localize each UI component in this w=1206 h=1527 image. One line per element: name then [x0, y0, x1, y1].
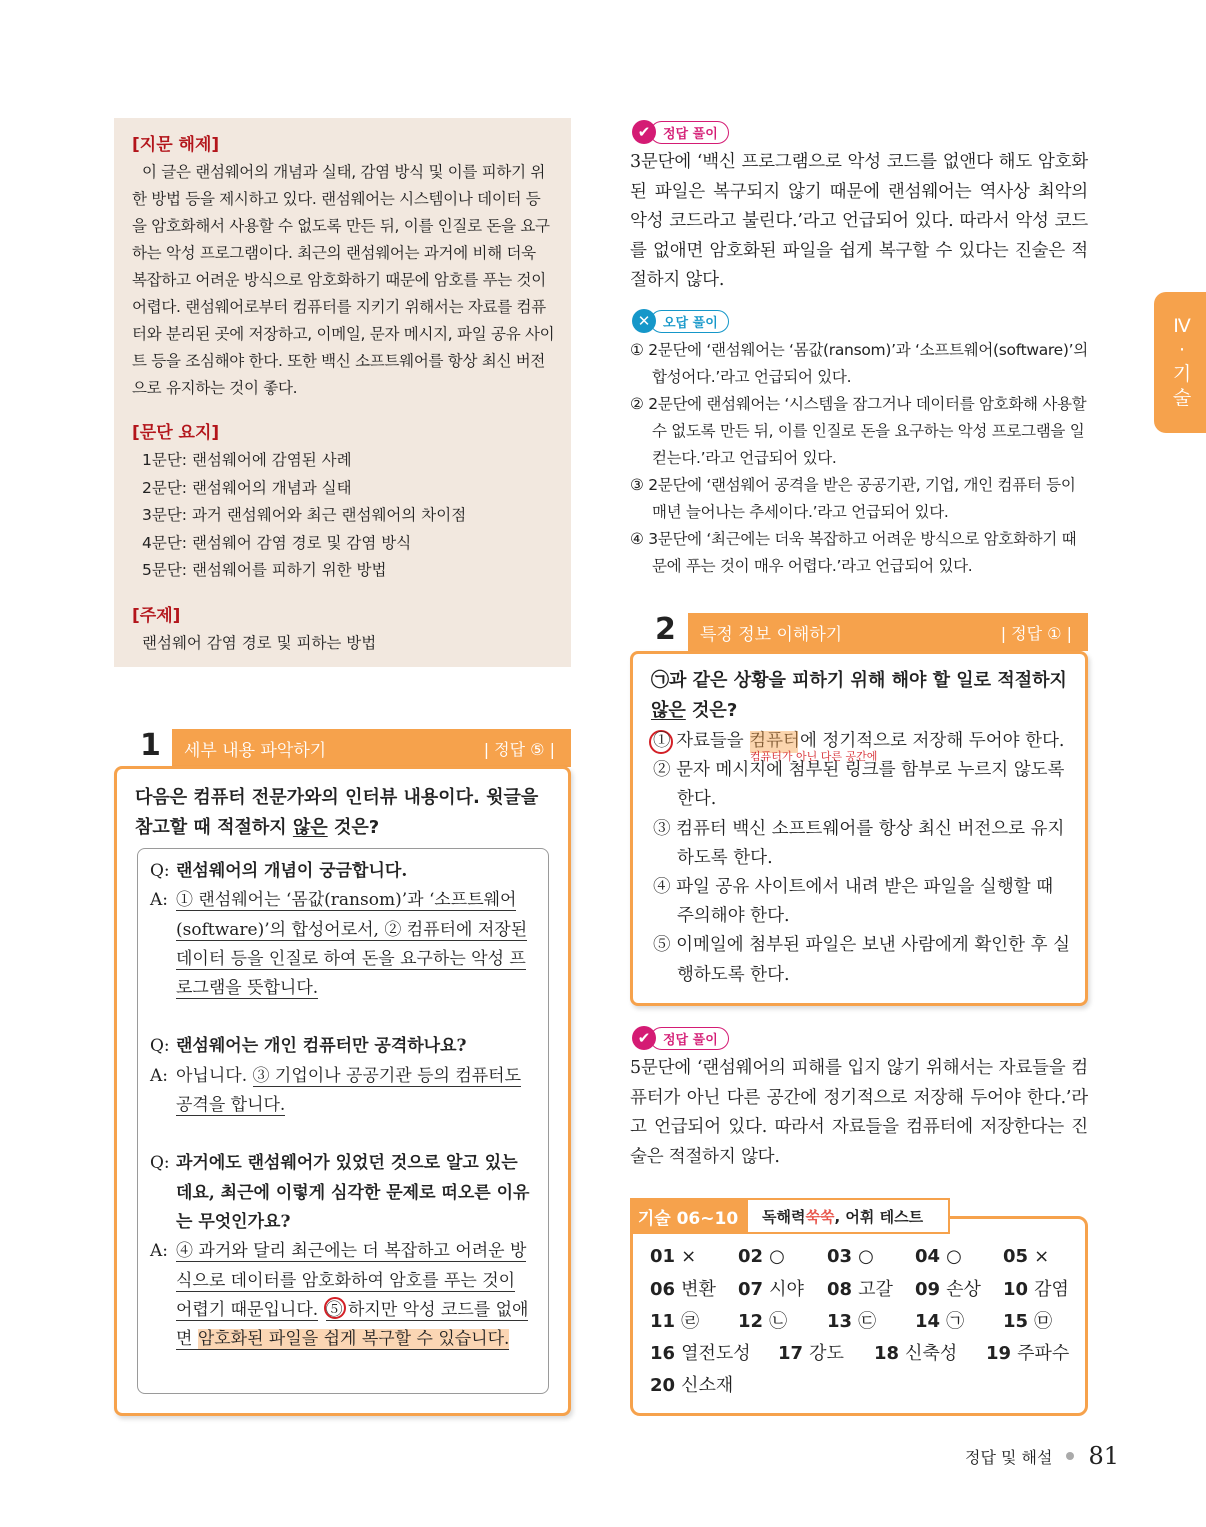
vocab-row — [650, 1368, 1080, 1400]
question-2-title: 특정 정보 이해하기 — [700, 624, 843, 645]
passage-summary-box — [114, 118, 571, 667]
interview-question — [150, 857, 534, 886]
page-footer — [965, 1442, 1119, 1470]
vocab-cell: 16 열전도성 — [650, 1343, 751, 1364]
wrong-explanation-list — [630, 337, 1090, 580]
question-1-header — [172, 729, 571, 767]
choice-item: ① 자료들을 컴퓨터에 정기적으로 저장해 두어야 한다. — [653, 731, 1065, 751]
chapter-char: 기 — [1172, 363, 1192, 385]
points-heading: [문단 요지] — [132, 423, 220, 443]
vocab-cell: 18 신축성 — [874, 1343, 958, 1364]
correct-explanation-2: 5문단에 ‘랜섬웨어의 피해를 입지 않기 위해서는 자료들을 컴퓨터가 아닌 다른 공간에 정기적으로 저장해 두어야 한다.’라고 언급되어 있다. 따라서 자료들을 컴퓨터에 저장한다는 진술은 적절하지 않다. — [630, 1058, 1088, 1167]
vocab-cell: 20 신소재 — [650, 1375, 734, 1396]
question-2-header — [688, 613, 1088, 651]
choice-item: ② 문자 메시지에 첨부된 링크를 함부로 누르지 않도록 한다. — [653, 760, 1065, 810]
theme-text: 랜섬웨어 감염 경로 및 피하는 방법 — [142, 633, 377, 652]
vocab-cell: 13 ㉢ — [827, 1311, 877, 1332]
badge-label: 정답 풀이 — [650, 1027, 729, 1050]
vocab-answers — [650, 1240, 1080, 1400]
theme-heading: [주제] — [132, 605, 181, 626]
question-text: 랜섬웨어는 개인 컴퓨터만 공격하나요? — [176, 1036, 467, 1057]
stem-text: 다음은 컴퓨터 전문가와의 인터뷰 내용이다. 윗글을 참고할 때 적절하지 — [135, 787, 539, 838]
stem-text: ㉠과 같은 상황을 피하기 위해 해야 할 일로 적절하지 — [651, 670, 1067, 691]
choice-item: ⑤ 이메일에 첨부된 파일은 보낸 사람에게 확인한 후 실행하도록 한다. — [653, 935, 1071, 985]
correct-explanation-badge — [632, 1026, 729, 1050]
chapter-roman: Ⅳ — [1173, 315, 1191, 337]
stem-text: 것은? — [685, 700, 738, 721]
vocab-row — [650, 1272, 1080, 1304]
stem-text: 것은? — [327, 817, 380, 838]
wrong-explanation-badge — [632, 309, 729, 333]
vocab-cell: 11 ㉣ — [650, 1311, 700, 1332]
answer-text: 아닙니다. — [176, 1065, 253, 1086]
check-icon: ✔ — [632, 1026, 656, 1050]
stem-underlined: 않은 — [651, 700, 686, 721]
vocab-cell: 06 변환 — [650, 1279, 716, 1300]
wrong-item: ③ 2문단에 ‘랜섬웨어 공격을 받은 공공기관, 기업, 개인 컴퓨터 등이 매년 늘어나는 추세이다.’라고 언급되어 있다. — [630, 476, 1076, 521]
question-2-answer: | 정답 ① | — [1000, 623, 1072, 643]
answer-text: ④ 과거와 달리 최근에는 더 복잡하고 어려운 방식으로 데이터를 암호화하여 암호를 푸는 것이 어렵기 때문입니다. — [176, 1241, 527, 1320]
point-item: 3문단: 과거 랜섬웨어와 최근 랜섬웨어의 차이점 — [142, 506, 467, 524]
wrong-item: ④ 3문단에 ‘최근에는 더욱 복잡하고 어려운 방식으로 암호화하기 때문에 푸는 것이 매우 어렵다.’라고 언급되어 있다. — [630, 530, 1077, 575]
wrong-item: ② 2문단에 랜섬웨어는 ‘시스템을 잠그거나 데이터를 암호화해 사용할 수 없도록 만든 뒤, 이를 인질로 돈을 요구하는 악성 프로그램을 일컫는다.’라고 언급되어 있다. — [630, 395, 1087, 467]
wrong-item: ① 2문단에 ‘랜섬웨어는 ‘몸값(ransom)’과 ‘소프트웨어(software)’의 합성어다.’라고 언급되어 있다. — [630, 341, 1088, 386]
page-number: 81 — [1088, 1442, 1119, 1470]
choice-item: ③ 컴퓨터 백신 소프트웨어를 항상 최신 버전으로 유지하도록 한다. — [653, 818, 1065, 868]
choice-item: ④ 파일 공유 사이트에서 내려 받은 파일을 실행할 때 주의해야 한다. — [653, 877, 1054, 927]
vocab-cell: 07 시야 — [738, 1279, 804, 1300]
a-label: A: — [150, 890, 169, 911]
vocab-tab-left: 기술 06~10 — [630, 1198, 746, 1234]
answer-text: ⑤ 하지만 악성 코드를 없애면 — [176, 1299, 529, 1350]
vocab-cell: 04 ○ — [915, 1245, 962, 1267]
chapter-dot: · — [1178, 339, 1186, 361]
footer-label: 정답 및 해설 — [965, 1447, 1053, 1467]
point-item: 2문단: 랜섬웨어의 개념과 실태 — [142, 478, 352, 497]
badge-label: 오답 풀이 — [650, 310, 729, 333]
interview-answer — [150, 1062, 534, 1121]
question-2-choices — [653, 727, 1071, 990]
passage-text: 이 글은 랜섬웨어의 개념과 실태, 감염 방식 및 이를 피하기 위한 방법 등을 제시하고 있다. 랜섬웨어는 시스템이나 데이터 등을 암호화해서 사용할 수 없도록 만든 뒤, 이를 인질로 돈을 요구하는 악성 프로그램이다. 최근의 랜섬웨어는 과거에 비해 더욱 복잡하고 어려운 방식으로 암호화하기 때문에 암호를 푸는 것이 어렵다. 랜섬웨어로부터 컴퓨터를 지키기 위해서는 자료를 컴퓨터와 분리된 곳에 저장하고, 이메일, 문자 메시지, 파일 공유 사이트 등을 조심해야 한다. 또한 백신 소프트웨어를 항상 최신 버전으로 유지하는 것이 좋다. — [132, 163, 555, 397]
interview-question — [150, 1032, 534, 1061]
chapter-char: 술 — [1172, 387, 1192, 409]
vocab-cell: 05 × — [1003, 1245, 1050, 1267]
interview-box — [137, 848, 549, 1394]
badge-label: 정답 풀이 — [650, 121, 729, 144]
q-label: Q: — [150, 1153, 170, 1174]
vocab-cell: 02 ○ — [738, 1245, 785, 1267]
question-1-answer: | 정답 ⑤ | — [483, 739, 555, 759]
point-item: 1문단: 랜섬웨어에 감염된 사례 — [142, 451, 352, 469]
q-label: Q: — [150, 1036, 170, 1057]
question-text: 랜섬웨어의 개념이 궁금합니다. — [176, 861, 408, 881]
question-2-number: 2 — [655, 612, 676, 647]
a-label: A: — [150, 1065, 169, 1086]
vocab-cell: 03 ○ — [827, 1245, 874, 1267]
vocab-row — [650, 1304, 1080, 1336]
answer-text: ① 랜섬웨어는 ‘몸값(ransom)’과 ‘소프트웨어(software)’의 합성어로서, ② 컴퓨터에 저장된 데이터 등을 인질로 하여 돈을 요구하는 악성 프로그램을 뜻합니다. — [176, 890, 528, 999]
point-item: 4문단: 랜섬웨어 감염 경로 및 감염 방식 — [142, 533, 412, 552]
vocab-cell: 09 손상 — [915, 1279, 981, 1300]
vocab-cell: 12 ㉡ — [738, 1311, 788, 1332]
q-label: Q: — [150, 861, 170, 881]
a-label: A: — [150, 1241, 169, 1262]
vocab-tab-text: 독해력 — [762, 1207, 806, 1226]
question-1-number: 1 — [140, 728, 161, 763]
stem-underlined: 않은 — [292, 817, 328, 838]
vocab-cell: 17 강도 — [778, 1343, 844, 1364]
vocab-cell: 19 주파수 — [986, 1343, 1070, 1364]
correction-note: 컴퓨터가 아닌 다른 공간에 — [750, 750, 878, 763]
vocab-cell: 14 ㉠ — [915, 1311, 965, 1332]
correct-explanation-badge — [632, 120, 729, 144]
check-icon: ✔ — [632, 120, 656, 144]
vocab-row — [650, 1336, 1080, 1368]
question-text: 과거에도 랜섬웨어가 있었던 것으로 알고 있는데요, 최근에 이렇게 심각한 문제로 떠오른 이유는 무엇인가요? — [176, 1153, 530, 1232]
chapter-side-tab — [1154, 292, 1206, 433]
vocab-row — [650, 1240, 1080, 1272]
paragraph-points — [132, 447, 555, 585]
vocab-tab-accent: 쑥쑥 — [805, 1207, 835, 1226]
question-1-title: 세부 내용 파악하기 — [184, 740, 327, 761]
question-2-stem — [651, 666, 1071, 726]
vocab-tab-text: , 어휘 테스트 — [834, 1207, 924, 1226]
vocab-cell: 10 감염 — [1003, 1279, 1069, 1300]
interview-answer — [150, 1237, 534, 1354]
vocab-cell: 15 ㉤ — [1003, 1311, 1053, 1332]
correct-explanation-1: 3문단에 ‘백신 프로그램으로 악성 코드를 없앤다 해도 암호화된 파일은 복구되지 않기 때문에 랜섬웨어는 역사상 최악의 악성 코드라고 불린다.’라고 언급되어 있다. 따라서 악성 코드를 없애면 암호화된 파일을 쉽게 복구할 수 있다는 진술은 적절하지 않다. — [630, 152, 1088, 290]
question-1-stem — [135, 783, 555, 843]
vocab-tab-right — [746, 1198, 950, 1234]
x-icon: ✕ — [632, 309, 656, 333]
point-item: 5문단: 랜섬웨어를 피하기 위한 방법 — [142, 561, 387, 579]
vocab-cell: 08 고갈 — [827, 1279, 893, 1300]
vocab-cell: 01 × — [650, 1245, 697, 1267]
interview-question — [150, 1149, 534, 1237]
interview-answer — [150, 886, 534, 1003]
answer-text: ③ 기업이나 공공기관 등의 컴퓨터도 공격을 합니다. — [176, 1065, 522, 1116]
footer-dot — [1066, 1452, 1074, 1460]
passage-heading: [지문 해제] — [132, 135, 220, 155]
highlighted-answer: 암호화된 파일을 쉽게 복구할 수 있습니다. — [197, 1329, 510, 1350]
